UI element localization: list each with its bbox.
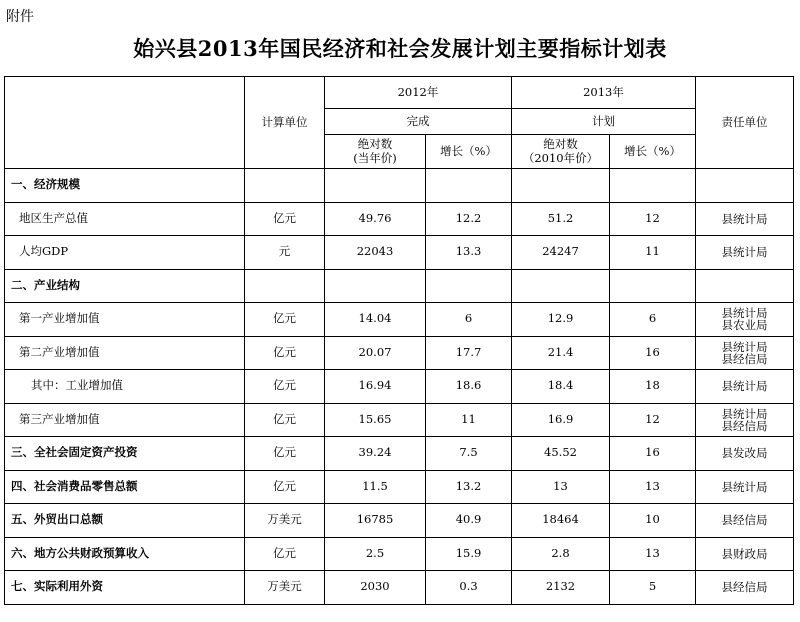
unit-cell: [245, 269, 325, 303]
unit-cell: 亿元: [245, 403, 325, 437]
indicator-name: 人均GDP: [5, 236, 245, 270]
responsible-cell: [696, 269, 794, 303]
growth-2013-cell: 12: [610, 403, 696, 437]
growth-2012-cell: [426, 169, 512, 203]
responsible-unit: 县经信局: [721, 418, 768, 433]
value-2012-cell: 49.76: [325, 202, 426, 236]
value-2012-cell: [325, 169, 426, 203]
growth-2013-cell: [610, 269, 696, 303]
unit-cell: [245, 169, 325, 203]
growth-2012-cell: 13.2: [426, 470, 512, 504]
responsible-cell: [696, 437, 794, 471]
value-2013-cell: 45.52: [512, 437, 610, 471]
responsible-unit: 县经信局: [721, 351, 768, 366]
responsible-cell: [696, 403, 794, 437]
table-row: [5, 236, 794, 270]
growth-2013-cell: 11: [610, 236, 696, 270]
value-2013-cell: 13: [512, 470, 610, 504]
table-row: [5, 470, 794, 504]
growth-2012-cell: 11: [426, 403, 512, 437]
value-2012-cell: 16.94: [325, 370, 426, 404]
table-row: [5, 370, 794, 404]
value-2012-cell: 2.5: [325, 537, 426, 571]
header-growth-2013: 增长（%）: [610, 135, 696, 169]
responsible-unit: 县统计局: [721, 406, 768, 421]
value-2012-cell: 20.07: [325, 336, 426, 370]
table-row: [5, 202, 794, 236]
growth-2012-cell: [426, 269, 512, 303]
responsible-cell: [696, 504, 794, 538]
growth-2012-cell: 15.9: [426, 537, 512, 571]
table-row: [5, 336, 794, 370]
responsible-unit: 县农业局: [721, 318, 768, 333]
value-2013-cell: 2132: [512, 571, 610, 605]
growth-2013-cell: 16: [610, 336, 696, 370]
header-abs-2012: [325, 135, 426, 169]
growth-2012-cell: 17.7: [426, 336, 512, 370]
growth-2012-cell: 40.9: [426, 504, 512, 538]
value-2013-cell: 12.9: [512, 303, 610, 337]
responsible-cell: [696, 470, 794, 504]
header-completed: 完成: [325, 109, 512, 135]
header-year-2012: 2012年: [325, 77, 512, 109]
unit-cell: 亿元: [245, 537, 325, 571]
value-2013-cell: [512, 169, 610, 203]
indicator-name: 第一产业增加值: [5, 303, 245, 337]
header-abs-2012-line2: (当年价): [353, 150, 397, 165]
growth-2012-cell: 7.5: [426, 437, 512, 471]
responsible-cell: [696, 336, 794, 370]
growth-2013-cell: 18: [610, 370, 696, 404]
value-2012-cell: 15.65: [325, 403, 426, 437]
value-2013-cell: [512, 269, 610, 303]
table-row: [5, 303, 794, 337]
unit-cell: 亿元: [245, 336, 325, 370]
value-2013-cell: 51.2: [512, 202, 610, 236]
header-year-2013: 2013年: [512, 77, 696, 109]
growth-2013-cell: 6: [610, 303, 696, 337]
growth-2012-cell: 13.3: [426, 236, 512, 270]
unit-cell: 亿元: [245, 470, 325, 504]
value-2013-cell: 2.8: [512, 537, 610, 571]
responsible-unit: 县统计局: [721, 339, 768, 354]
header-abs-2013: [512, 135, 610, 169]
responsible-unit: 县统计局: [721, 479, 768, 494]
responsible-unit: 县发改局: [721, 446, 768, 461]
growth-2013-cell: 13: [610, 537, 696, 571]
value-2012-cell: 14.04: [325, 303, 426, 337]
growth-2013-cell: 5: [610, 571, 696, 605]
unit-cell: 亿元: [245, 437, 325, 471]
responsible-cell: [696, 236, 794, 270]
indicator-name: 地区生产总值: [5, 202, 245, 236]
unit-cell: 亿元: [245, 303, 325, 337]
responsible-unit: 县财政局: [721, 546, 768, 561]
growth-2013-cell: [610, 169, 696, 203]
growth-2012-cell: 0.3: [426, 571, 512, 605]
growth-2013-cell: 16: [610, 437, 696, 471]
growth-2012-cell: 18.6: [426, 370, 512, 404]
attachment-label: 附件: [6, 9, 34, 25]
value-2012-cell: 11.5: [325, 470, 426, 504]
unit-cell: 亿元: [245, 202, 325, 236]
responsible-cell: [696, 202, 794, 236]
indicator-name: 三、全社会固定资产投资: [5, 437, 245, 471]
table-row: [5, 571, 794, 605]
indicator-name: 七、实际利用外资: [5, 571, 245, 605]
growth-2012-cell: 6: [426, 303, 512, 337]
value-2012-cell: 39.24: [325, 437, 426, 471]
indicator-name: 四、社会消费品零售总额: [5, 470, 245, 504]
indicator-table: [4, 76, 794, 605]
responsible-cell: [696, 571, 794, 605]
header-growth-2012: 增长（%）: [426, 135, 512, 169]
responsible-unit: 县统计局: [721, 245, 768, 260]
indicator-name: 二、产业结构: [5, 269, 245, 303]
value-2013-cell: 18.4: [512, 370, 610, 404]
growth-2012-cell: 12.2: [426, 202, 512, 236]
value-2012-cell: 2030: [325, 571, 426, 605]
responsible-cell: [696, 303, 794, 337]
growth-2013-cell: 13: [610, 470, 696, 504]
unit-cell: 亿元: [245, 370, 325, 404]
table-row: [5, 437, 794, 471]
header-abs-2013-line1: 绝对数: [543, 136, 578, 151]
unit-cell: 万美元: [245, 571, 325, 605]
growth-2013-cell: 12: [610, 202, 696, 236]
responsible-cell: [696, 169, 794, 203]
responsible-unit: 县经信局: [721, 513, 768, 528]
value-2013-cell: 24247: [512, 236, 610, 270]
indicator-name: 一、经济规模: [5, 169, 245, 203]
page-title: 始兴县2013年国民经济和社会发展计划主要指标计划表: [133, 36, 667, 61]
header-abs-2012-line1: 绝对数: [357, 136, 393, 151]
responsible-unit: 县统计局: [721, 306, 768, 321]
value-2013-cell: 18464: [512, 504, 610, 538]
value-2012-cell: 22043: [325, 236, 426, 270]
responsible-unit: 县统计局: [721, 211, 768, 226]
indicator-name: 第三产业增加值: [5, 403, 245, 437]
growth-2013-cell: 10: [610, 504, 696, 538]
header-abs-2013-line2: （2010年价）: [522, 150, 599, 165]
header-plan: 计划: [512, 109, 696, 135]
table-row: [5, 269, 794, 303]
responsible-unit: 县经信局: [721, 580, 768, 595]
responsible-cell: [696, 537, 794, 571]
responsible-cell: [696, 370, 794, 404]
indicator-name: 五、外贸出口总额: [5, 504, 245, 538]
unit-cell: 万美元: [245, 504, 325, 538]
indicator-name: 其中：工业增加值: [5, 370, 245, 404]
table-row: [5, 403, 794, 437]
table-row: [5, 537, 794, 571]
indicator-name: 第二产业增加值: [5, 336, 245, 370]
header-unit: 计算单位: [245, 77, 325, 169]
table-row: [5, 504, 794, 538]
indicator-name: 六、地方公共财政预算收入: [5, 537, 245, 571]
header-responsible: 责任单位: [696, 77, 794, 169]
responsible-unit: 县统计局: [721, 379, 768, 394]
unit-cell: 元: [245, 236, 325, 270]
header-indicator-cell: [5, 77, 245, 169]
table-row: [5, 169, 794, 203]
value-2013-cell: 16.9: [512, 403, 610, 437]
value-2012-cell: [325, 269, 426, 303]
value-2013-cell: 21.4: [512, 336, 610, 370]
value-2012-cell: 16785: [325, 504, 426, 538]
